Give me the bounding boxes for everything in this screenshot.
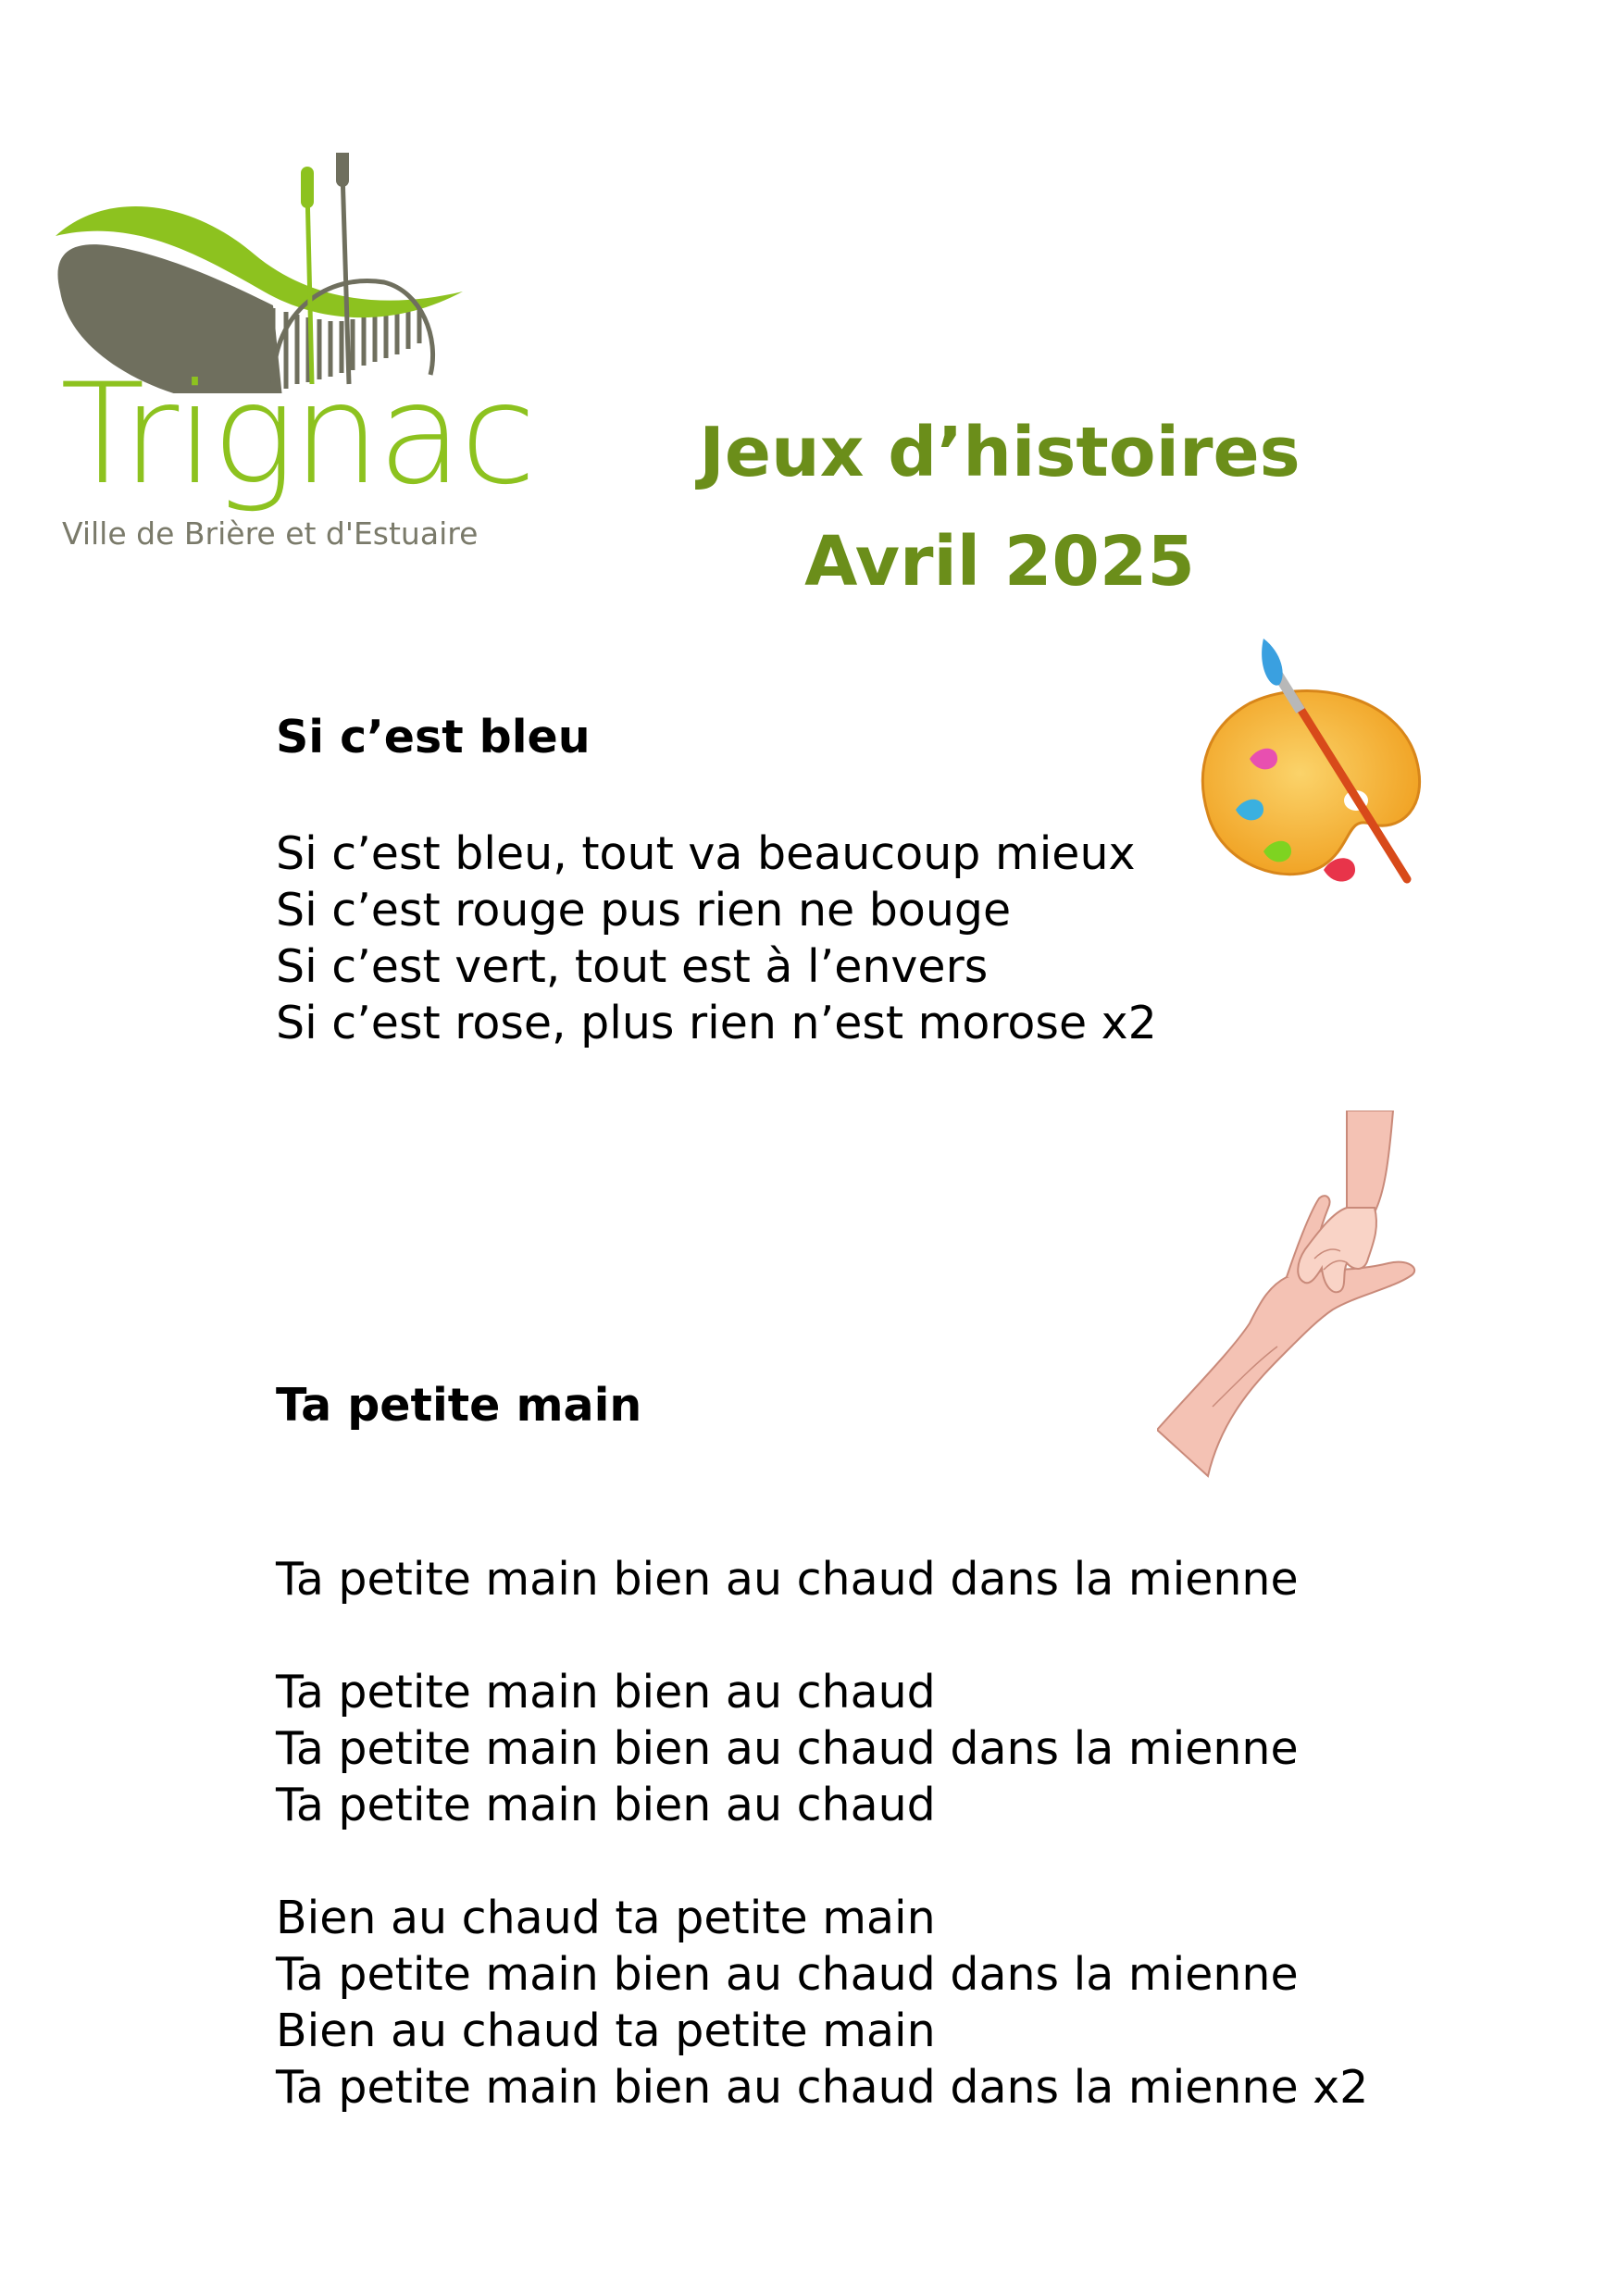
page-title (648, 398, 1351, 616)
lyric-line: Ta petite main bien au chaud dans la mienne (276, 1722, 1299, 1775)
paint-palette-icon (1185, 639, 1444, 888)
lyric-line: Ta petite main bien au chaud dans la mienne x2 (276, 2061, 1369, 2114)
lyric-line: Ta petite main bien au chaud (276, 1666, 936, 1719)
lyric-line: Si c’est rose, plus rien n’est morose x2 (276, 997, 1157, 1049)
lyric-line: Bien au chaud ta petite main (276, 2004, 936, 2057)
logo-wordmark: Trignac (60, 354, 534, 515)
lyric-line: Ta petite main bien au chaud dans la mienne (276, 1553, 1299, 1606)
lyric-line: Si c’est rouge pus rien ne bouge (276, 884, 1012, 937)
trignac-logo (51, 153, 534, 560)
song2-lyrics (276, 1551, 1368, 2116)
lyric-line: Si c’est vert, tout est à l’envers (276, 940, 989, 993)
logo-tagline: Ville de Brière et d'Estuaire (62, 515, 479, 552)
lyric-line: Bien au chaud ta petite main (276, 1892, 936, 1944)
song1-lyrics (276, 825, 1157, 1051)
song2-title: Ta petite main (276, 1379, 642, 1432)
song1-title: Si c’est bleu (276, 711, 591, 763)
title-line-2: Avril 2025 (804, 522, 1195, 602)
lyric-line: Si c’est bleu, tout va beaucoup mieux (276, 827, 1136, 880)
title-line-1: Jeux d’histoires (699, 413, 1301, 492)
lyric-line: Ta petite main bien au chaud (276, 1779, 936, 1831)
holding-hands-icon (1157, 1111, 1444, 1481)
lyric-line: Ta petite main bien au chaud dans la mienne (276, 1948, 1299, 2001)
